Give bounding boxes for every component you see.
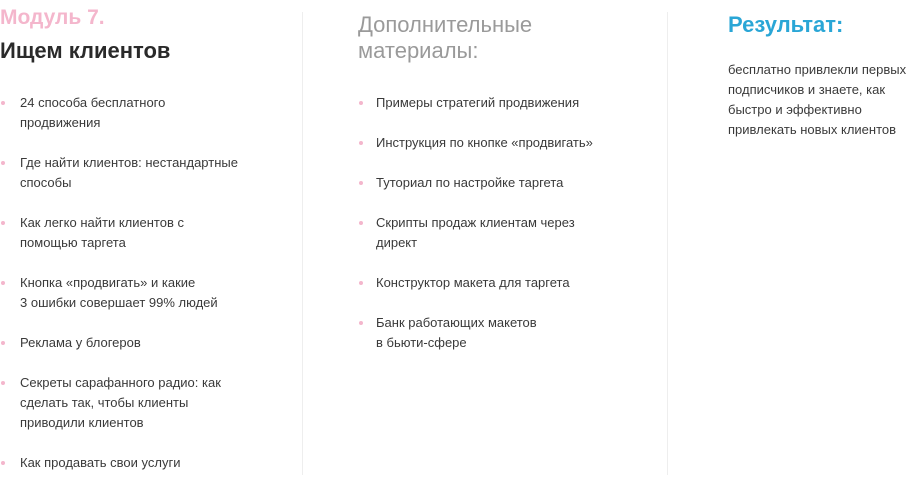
result-title: Результат: bbox=[728, 12, 844, 37]
list-item-text: Примеры стратегий продвижения bbox=[376, 95, 580, 110]
list-item-text: Конструктор макета для таргета bbox=[376, 275, 570, 290]
list-item bbox=[358, 133, 638, 153]
list-item-text: Реклама у блогеров bbox=[20, 335, 141, 350]
list-item-text: Как легко найти клиентов с помощью таргета bbox=[20, 215, 184, 250]
module-title: Ищем клиентов bbox=[0, 38, 171, 63]
list-item bbox=[358, 313, 638, 353]
bullet-icon bbox=[359, 141, 363, 145]
bullet-icon bbox=[359, 281, 363, 285]
bullet-icon bbox=[1, 101, 5, 105]
list-item-text: Как продавать свои услуги bbox=[20, 455, 181, 470]
list-item bbox=[0, 93, 270, 133]
bullet-icon bbox=[1, 341, 5, 345]
bullet-icon bbox=[359, 181, 363, 185]
module-label: Модуль 7. bbox=[0, 6, 105, 29]
list-item bbox=[0, 273, 270, 313]
list-item-text: Секреты сарафанного радио: как сделать так, чтобы клиенты приводили клиентов bbox=[20, 375, 221, 430]
bullet-icon bbox=[359, 321, 363, 325]
list-item-text: 24 способа бесплатного продвижения bbox=[20, 95, 166, 130]
column-divider bbox=[302, 12, 303, 475]
list-item bbox=[358, 213, 638, 253]
materials-list bbox=[358, 93, 638, 373]
bullet-icon bbox=[359, 101, 363, 105]
column-divider bbox=[667, 12, 668, 475]
list-item bbox=[358, 173, 638, 193]
list-item-text: Кнопка «продвигать» и какие 3 ошибки совершает 99% людей bbox=[20, 275, 218, 310]
list-item-text: Скрипты продаж клиентам через директ bbox=[376, 215, 575, 250]
list-item bbox=[0, 153, 270, 193]
bullet-icon bbox=[1, 381, 5, 385]
list-item-text: Туториал по настройке таргета bbox=[376, 175, 564, 190]
list-item bbox=[0, 453, 270, 473]
list-item bbox=[358, 93, 638, 113]
result-text: бесплатно привлекли первых подписчиков и знаете, как быстро и эффективно привлекать новых клиентов bbox=[728, 62, 907, 137]
module-topic-list bbox=[0, 93, 270, 493]
list-item bbox=[0, 333, 270, 353]
bullet-icon bbox=[1, 221, 5, 225]
list-item bbox=[0, 373, 270, 433]
bullet-icon bbox=[359, 221, 363, 225]
list-item-text: Банк работающих макетов в бьюти-сфере bbox=[376, 315, 537, 350]
list-item bbox=[0, 213, 270, 253]
bullet-icon bbox=[1, 281, 5, 285]
list-item-text: Инструкция по кнопке «продвигать» bbox=[376, 135, 593, 150]
list-item bbox=[358, 273, 638, 293]
bullet-icon bbox=[1, 161, 5, 165]
bullet-icon bbox=[1, 461, 5, 465]
list-item-text: Где найти клиентов: нестандартные способы bbox=[20, 155, 238, 190]
materials-title: Дополнительные материалы: bbox=[358, 12, 533, 63]
